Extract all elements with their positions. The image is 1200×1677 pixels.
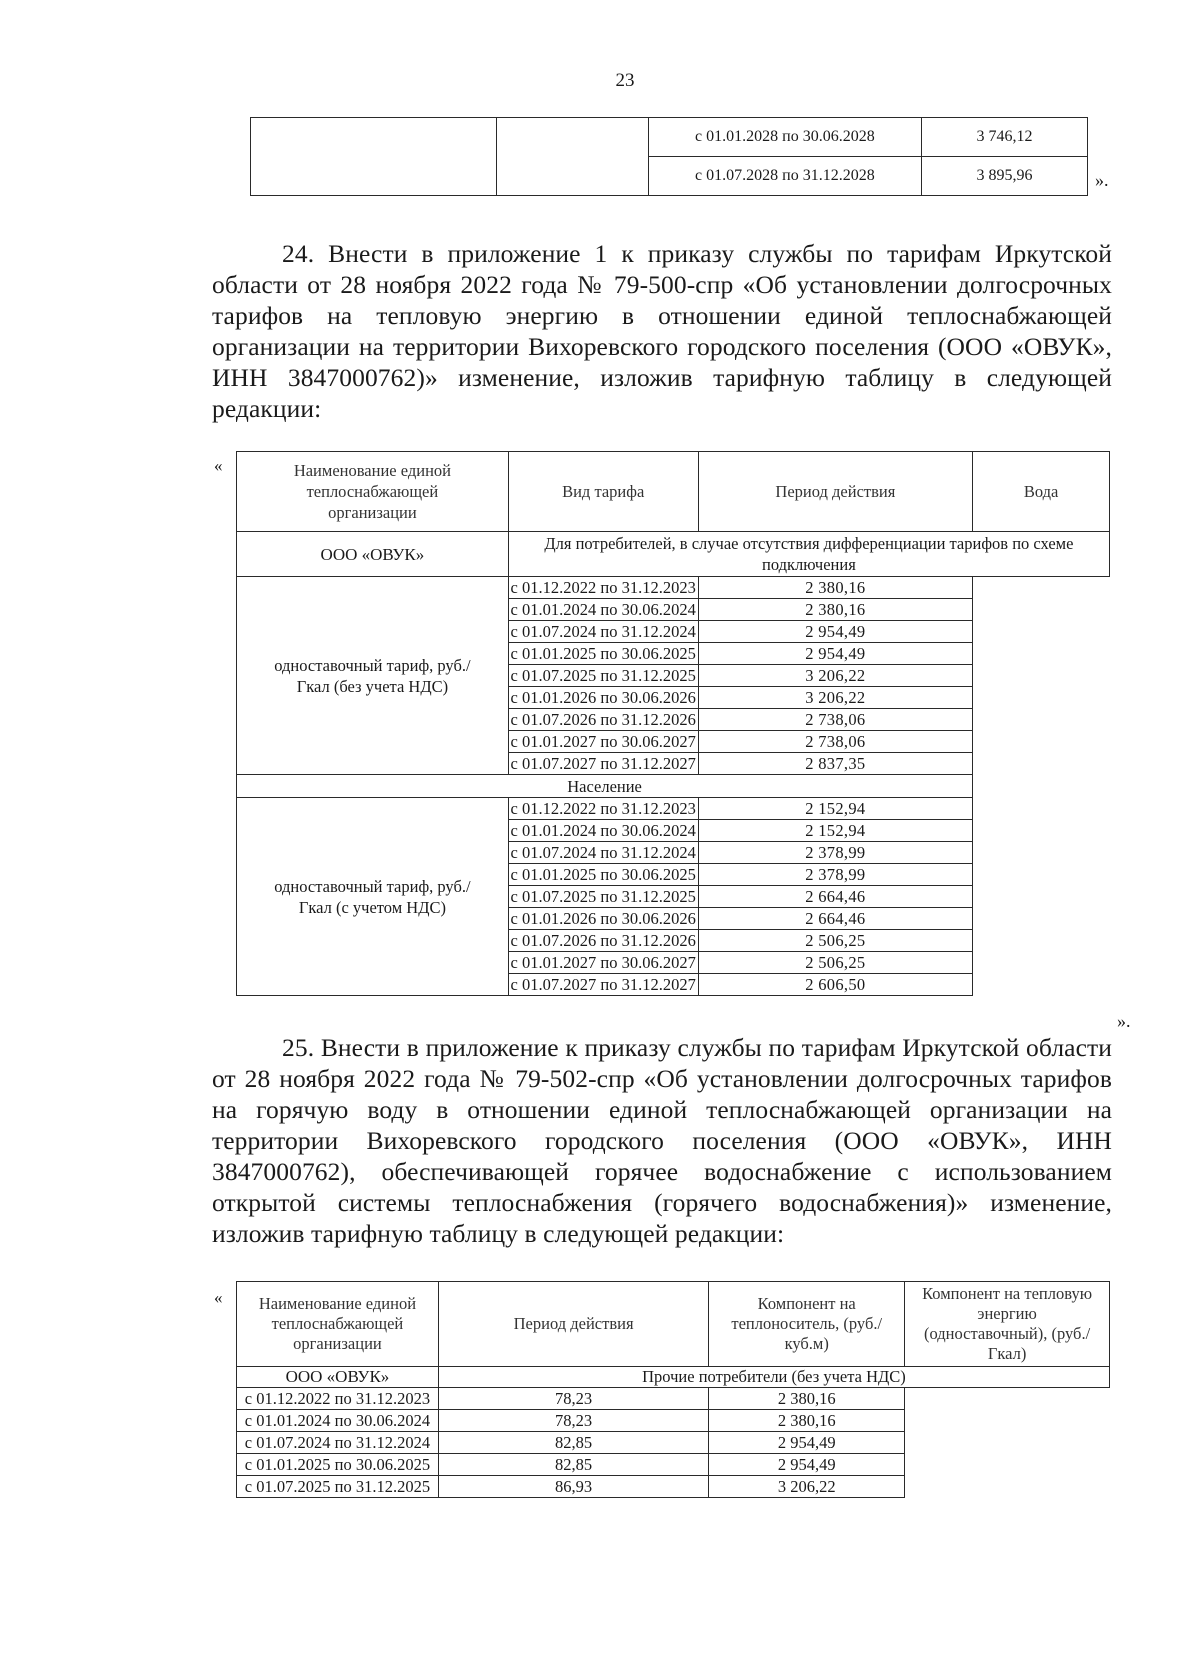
header-period: Период действия [698,452,973,532]
value-cell: 2 378,99 [698,864,973,886]
section-row [237,1367,1110,1388]
period-cell: с 01.01.2025 по 30.06.2025 [237,1454,439,1476]
section2-title: Население [237,775,973,798]
value-cell: 2 664,46 [698,886,973,908]
value-cell: 2 837,35 [698,753,973,775]
org-name-cell: ООО «ОВУК» [237,532,509,577]
header-heat-energy: Компонент на тепловую энергию (одноставочный), (руб./Гкал) [905,1282,1110,1367]
header-org: Наименование единой теплоснабжающей организации [237,1282,439,1367]
carrier-cell: 78,23 [438,1410,708,1432]
value-cell: 2 506,25 [698,952,973,974]
closing-quote: ». [1117,1011,1131,1031]
value-cell: 3 746,12 [922,118,1088,157]
value-cell: 2 738,06 [698,709,973,731]
period-cell: с 01.07.2025 по 31.12.2025 [508,886,698,908]
value-cell: 2 380,16 [698,577,973,599]
opening-quote: « [214,456,223,475]
period-cell: с 01.01.2027 по 30.06.2027 [508,952,698,974]
period-cell: с 01.01.2026 по 30.06.2026 [508,687,698,709]
section-row [237,532,1110,577]
header-water: Вода [973,452,1110,532]
period-cell: с 01.07.2024 по 31.12.2024 [508,842,698,864]
section-title: Прочие потребители (без учета НДС) [438,1367,1109,1388]
value-cell: 3 895,96 [922,157,1088,196]
tariff-type-cell: одноставочный тариф, руб./Гкал (с учетом НДС) [237,798,509,996]
carrier-cell: 78,23 [438,1388,708,1410]
section-row [237,775,1110,798]
period-cell: с 01.07.2025 по 31.12.2025 [508,665,698,687]
tariff-type-cell: одноставочный тариф, руб./Гкал (без учета НДС) [237,577,509,775]
section1-title: Для потребителей, в случае отсутствия дифференциации тарифов по схеме подключения [508,532,1109,577]
period-cell: с 01.07.2027 по 31.12.2027 [508,753,698,775]
period-cell: с 01.07.2026 по 31.12.2026 [508,709,698,731]
tariff-table-25 [236,1281,1110,1498]
table-row [251,118,1088,157]
closing-quote: ». [1095,170,1109,190]
header-org: Наименование единой теплоснабжающей организации [237,452,509,532]
header-heat-carrier: Компонент на теплоноситель, (руб./куб.м) [709,1282,905,1367]
period-cell: с 01.12.2022 по 31.12.2023 [237,1388,439,1410]
carrier-cell: 82,85 [438,1454,708,1476]
period-cell: с 01.01.2026 по 30.06.2026 [508,908,698,930]
empty-cell [251,118,497,196]
carrier-cell: 86,93 [438,1476,708,1498]
value-cell: 2 664,46 [698,908,973,930]
table-header [237,1282,1110,1367]
energy-cell: 3 206,22 [709,1476,905,1498]
period-cell: с 01.01.2024 по 30.06.2024 [237,1410,439,1432]
table-row [237,1388,1110,1410]
value-cell: 3 206,22 [698,665,973,687]
org-name-cell: ООО «ОВУК» [237,1367,439,1388]
period-cell: с 01.07.2024 по 31.12.2024 [508,621,698,643]
period-cell: с 01.01.2025 по 30.06.2025 [508,864,698,886]
value-cell: 2 606,50 [698,974,973,996]
table-row [237,577,1110,599]
value-cell: 2 380,16 [698,599,973,621]
carrier-cell: 82,85 [438,1432,708,1454]
table-row [237,1432,1110,1454]
empty-cell [496,118,648,196]
opening-quote: « [214,1288,223,1307]
table-row [237,1410,1110,1432]
header-tariff-type: Вид тарифа [508,452,698,532]
energy-cell: 2 380,16 [709,1388,905,1410]
energy-cell: 2 954,49 [709,1454,905,1476]
table-header [237,452,1110,532]
top-tariff-table [250,117,1088,196]
value-cell: 2 152,94 [698,798,973,820]
period-cell: с 01.07.2025 по 31.12.2025 [237,1476,439,1498]
paragraph-24: 24. Внести в приложение 1 к приказу службы по тарифам Иркутской области от 28 ноября 2022 года № 79-500-спр «Об установлении долгосрочных тарифов на тепловую энергию в отношении единой теплоснабжающей организации на территории Вихоревского городского поселения (ООО «ОВУК», ИНН 3847000762)» изменение, изложив тарифную таблицу в следующей редакции: [212,239,1112,423]
tariff-table-24 [236,451,1110,996]
table-row [237,1476,1110,1498]
period-cell: с 01.01.2024 по 30.06.2024 [508,820,698,842]
table-row [237,1454,1110,1476]
period-cell: с 01.07.2027 по 31.12.2027 [508,974,698,996]
period-cell: с 01.01.2025 по 30.06.2025 [508,643,698,665]
value-cell: 2 378,99 [698,842,973,864]
value-cell: 2 954,49 [698,621,973,643]
energy-cell: 2 954,49 [709,1432,905,1454]
paragraph-25: 25. Внести в приложение к приказу службы по тарифам Иркутской области от 28 ноября 2022 года № 79-502-спр «Об установлении долгосрочных тарифов на горячую воду в отношении единой теплоснабжающей организации на территории Вихоревского городского поселения (ООО «ОВУК», ИНН 3847000762), обеспечивающей горячее водоснабжение с использованием открытой системы теплоснабжения (горячего водоснабжения)» изменение, изложив тарифную таблицу в следующей редакции: [212,1033,1112,1248]
period-cell: с 01.01.2028 по 30.06.2028 [648,118,921,157]
value-cell: 3 206,22 [698,687,973,709]
value-cell: 2 152,94 [698,820,973,842]
period-cell: с 01.07.2026 по 31.12.2026 [508,930,698,952]
value-cell: 2 506,25 [698,930,973,952]
value-cell: 2 738,06 [698,731,973,753]
period-cell: с 01.07.2024 по 31.12.2024 [237,1432,439,1454]
period-cell: с 01.01.2024 по 30.06.2024 [508,599,698,621]
page-number: 23 [615,70,635,91]
energy-cell: 2 380,16 [709,1410,905,1432]
period-cell: с 01.01.2027 по 30.06.2027 [508,731,698,753]
period-cell: с 01.07.2028 по 31.12.2028 [648,157,921,196]
value-cell: 2 954,49 [698,643,973,665]
table-row [237,798,1110,820]
period-cell: с 01.12.2022 по 31.12.2023 [508,577,698,599]
header-period: Период действия [438,1282,708,1367]
period-cell: с 01.12.2022 по 31.12.2023 [508,798,698,820]
